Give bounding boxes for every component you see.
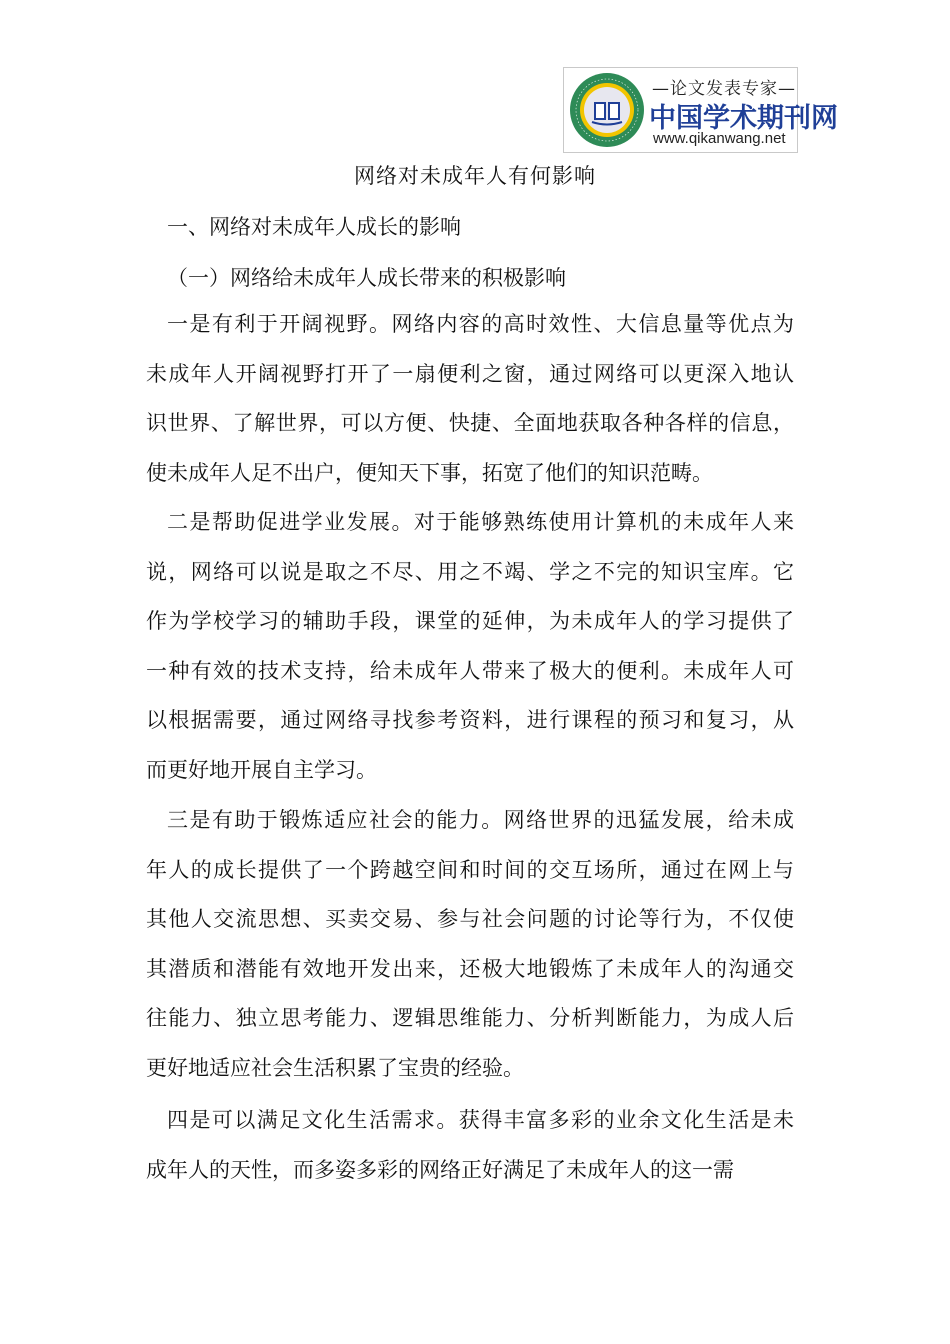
paragraph-2 xyxy=(146,498,794,796)
paragraph-line: 使未成年人足不出户，便知天下事，拓宽了他们的知识范畴。 xyxy=(146,460,713,485)
paragraph-line: 识世界、了解世界，可以方便、快捷、全面地获取各种各样的信息， xyxy=(146,411,794,436)
subsection-heading: （一）网络给未成年人成长带来的积极影响 xyxy=(167,266,566,290)
paragraph-line: 作为学校学习的辅助手段，课堂的延伸，为未成年人的学习提供了 xyxy=(146,609,794,634)
paragraph-line: 而更好地开展自主学习。 xyxy=(146,757,377,782)
paragraph-line: 往能力、独立思考能力、逻辑思维能力、分析判断能力，为成人后 xyxy=(146,1006,794,1031)
paragraph-line: 未成年人开阔视野打开了一扇便利之窗，通过网络可以更深入地认 xyxy=(146,361,794,386)
paragraph-line: 更好地适应社会生活积累了宝贵的经验。 xyxy=(146,1055,524,1080)
paragraph-line: 其他人交流思想、买卖交易、参与社会问题的讨论等行为，不仅使 xyxy=(146,907,794,932)
paragraph-4 xyxy=(146,1096,794,1195)
paragraph-line: 以根据需要，通过网络寻找参考资料，进行课程的预习和复习，从 xyxy=(146,708,794,733)
paragraph-line: 成年人的天性，而多姿多彩的网络正好满足了未成年人的这一需 xyxy=(146,1157,734,1182)
paragraph-line: 一是有利于开阔视野。网络内容的高时效性、大信息量等优点为 xyxy=(167,312,794,336)
journal-logo xyxy=(563,67,838,153)
paragraph-line: 三是有助于锻炼适应社会的能力。网络世界的迅猛发展，给未成 xyxy=(167,808,794,832)
paragraph-1 xyxy=(146,300,794,498)
paragraph-3 xyxy=(146,796,794,1094)
logo-brand-name: 中国学术期刊网 xyxy=(649,103,838,134)
paragraph-line: 其潜质和潜能有效地开发出来，还极大地锻炼了未成年人的沟通交 xyxy=(146,956,794,981)
paragraph-line: 一种有效的技术支持，给未成年人带来了极大的便利。未成年人可 xyxy=(146,658,794,683)
logo-url: www.qikanwang.net xyxy=(653,130,786,147)
paragraph-line: 说，网络可以说是取之不尽、用之不竭、学之不完的知识宝库。它 xyxy=(146,559,794,584)
logo-slogan: —论文发表专家— xyxy=(652,79,796,99)
journal-seal-icon xyxy=(568,71,646,149)
paragraph-line: 四是可以满足文化生活需求。获得丰富多彩的业余文化生活是未 xyxy=(167,1108,794,1132)
section-heading: 一、网络对未成年人成长的影响 xyxy=(167,215,461,239)
document-title: 网络对未成年人有何影响 xyxy=(354,164,596,188)
paragraph-line: 二是帮助促进学业发展。对于能够熟练使用计算机的未成年人来 xyxy=(167,510,794,534)
paragraph-line: 年人的成长提供了一个跨越空间和时间的交互场所，通过在网上与 xyxy=(146,857,794,882)
